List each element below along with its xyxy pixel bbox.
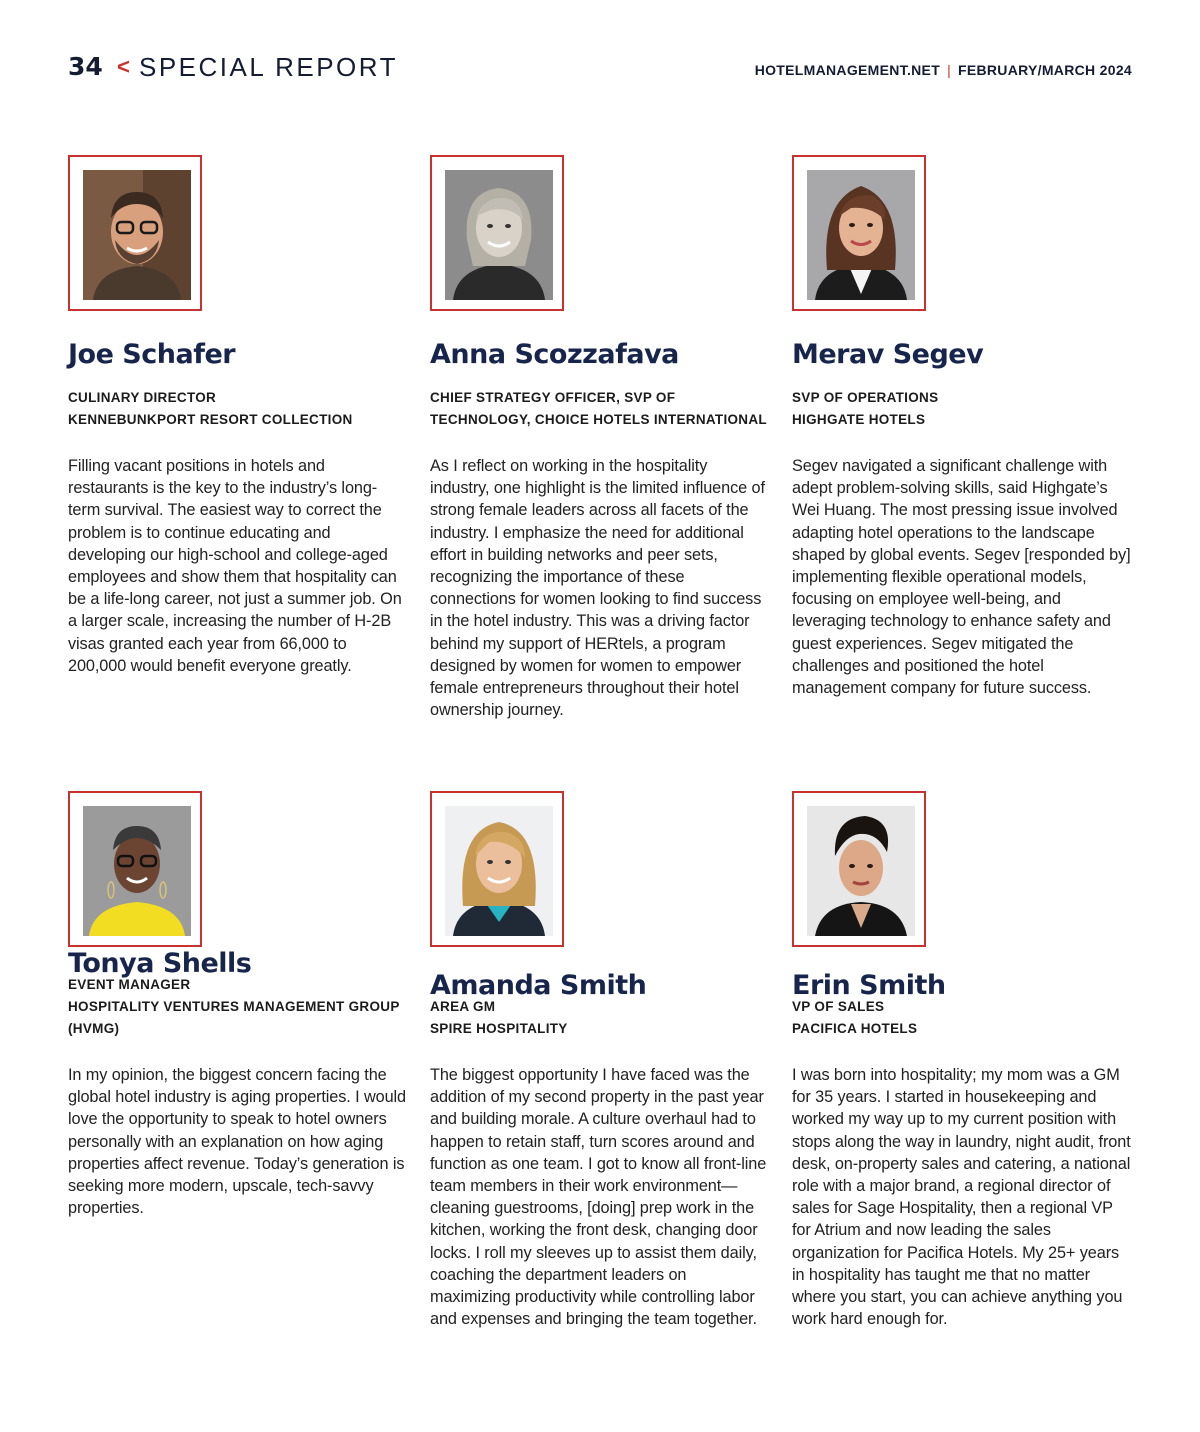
- photo-frame: [430, 155, 564, 311]
- portrait-photo: [445, 170, 553, 300]
- organization: SPIRE HOSPITALITY: [430, 1021, 568, 1036]
- photo-frame: [68, 155, 202, 311]
- person-name: Amanda Smith: [430, 970, 647, 1001]
- separator: |: [947, 62, 951, 78]
- profile-quote: Segev navigated a significant challenge with adept problem-solving skills, said Highgate’s Wei Huang. The most pressing issue involved adapting hotel operations to the landscape shaped by global events. Segev [responded by] implementing flexible operational models, focusing on employee well-being, and leveraging technology to enhance safety and guest experiences. Segev mitigated the challenges and positioned the hotel management company for future success.: [792, 457, 1131, 698]
- person-name: Erin Smith: [792, 970, 946, 1001]
- publication-info: [755, 62, 1132, 78]
- portrait-photo: [807, 170, 915, 300]
- page-header: [68, 48, 1132, 88]
- job-title: AREA GM: [430, 999, 496, 1014]
- person-role: [68, 974, 408, 1040]
- photo-frame: [68, 791, 202, 947]
- profile-card: [68, 155, 408, 677]
- job-title: VP OF SALES: [792, 999, 885, 1014]
- profile-quote: Filling vacant positions in hotels and restaurants is the key to the industry’s long-term survival. The easiest way to correct the problem is to continue educating and developing our high-school and college-aged employees and show them that hospitality can be a life-long career, not just a summer job. On a larger scale, increasing the number of H-2B visas granted each year from 66,000 to 200,000 would benefit everyone greatly.: [68, 457, 402, 675]
- portrait-photo: [83, 806, 191, 936]
- organization: PACIFICA HOTELS: [792, 1021, 918, 1036]
- page-number: 34: [68, 52, 103, 81]
- profile-card: [430, 155, 770, 721]
- person-name: Anna Scozzafava: [430, 339, 679, 370]
- portrait-photo: [807, 806, 915, 936]
- profile-quote: The biggest opportunity I have faced was the addition of my second property in the past year and building morale. A culture overhaul had to happen to retain staff, turn scores around and function as one team. I got to know all front-line team members in their work environment—cleaning guestrooms, [doing] prep work in the kitchen, working the front desk, changing door locks. I roll my sleeves up to assist them daily, coaching the department leaders on maximizing productivity while controlling labor and expenses and bringing the team together.: [430, 1066, 767, 1329]
- person-name: Tonya Shells: [68, 948, 252, 979]
- job-title: SVP OF OPERATIONS: [792, 390, 939, 405]
- profile-quote: In my opinion, the biggest concern facing the global hotel industry is aging properties. I would love the opportunity to speak to hotel owners personally with an explanation on how aging properties affect revenue. Today’s generation is seeking more modern, upscale, tech-savvy properties.: [68, 1066, 407, 1218]
- person-role: [792, 996, 1132, 1040]
- person-role: [792, 387, 1132, 431]
- job-title: CULINARY DIRECTOR: [68, 390, 217, 405]
- section-title: SPECIAL REPORT: [139, 52, 398, 82]
- site-name: HOTELMANAGEMENT.NET: [754, 62, 941, 78]
- profile-card: [430, 791, 770, 1330]
- issue-date: FEBRUARY/MARCH 2024: [958, 62, 1132, 78]
- photo-frame: [792, 791, 926, 947]
- person-name: Joe Schafer: [68, 339, 236, 370]
- organization: TECHNOLOGY, CHOICE HOTELS INTERNATIONAL: [430, 412, 767, 427]
- person-role: [68, 387, 408, 431]
- organization: KENNEBUNKPORT RESORT COLLECTION: [68, 412, 353, 427]
- portrait-photo: [445, 806, 553, 936]
- job-title: EVENT MANAGER: [68, 977, 191, 992]
- chevron-left-icon: <: [117, 54, 130, 79]
- profile-card: [792, 791, 1132, 1330]
- profile-card: [68, 791, 408, 1219]
- person-name: Merav Segev: [792, 339, 984, 370]
- organization: HIGHGATE HOTELS: [792, 412, 926, 427]
- organization: HOSPITALITY VENTURES MANAGEMENT GROUP (HVMG): [68, 999, 400, 1036]
- photo-frame: [430, 791, 564, 947]
- profile-card: [792, 155, 1132, 699]
- portrait-photo: [83, 170, 191, 300]
- photo-frame: [792, 155, 926, 311]
- person-role: [430, 387, 770, 431]
- job-title: CHIEF STRATEGY OFFICER, SVP OF: [430, 390, 676, 405]
- profile-quote: I was born into hospitality; my mom was a GM for 35 years. I started in housekeeping and worked my way up to my current position with stops along the way in laundry, night audit, front desk, on-property sales and catering, a national role with a major brand, a regional director of sales for Sage Hospitality, then a regional VP for Atrium and now leading the sales organization for Pacifica Hotels. My 25+ years in hospitality has taught me that no matter where you start, you can achieve anything you work hard enough for.: [792, 1066, 1131, 1329]
- profile-quote: As I reflect on working in the hospitality industry, one highlight is the limited influence of strong female leaders across all facets of the industry. I emphasize the need for additional effort in building networks and peer sets, recognizing the importance of these connections for women looking to find success in the hotel industry. This was a driving factor behind my support of HERtels, a program designed by women for women to empower female entrepreneurs throughout their hotel ownership journey.: [430, 457, 765, 720]
